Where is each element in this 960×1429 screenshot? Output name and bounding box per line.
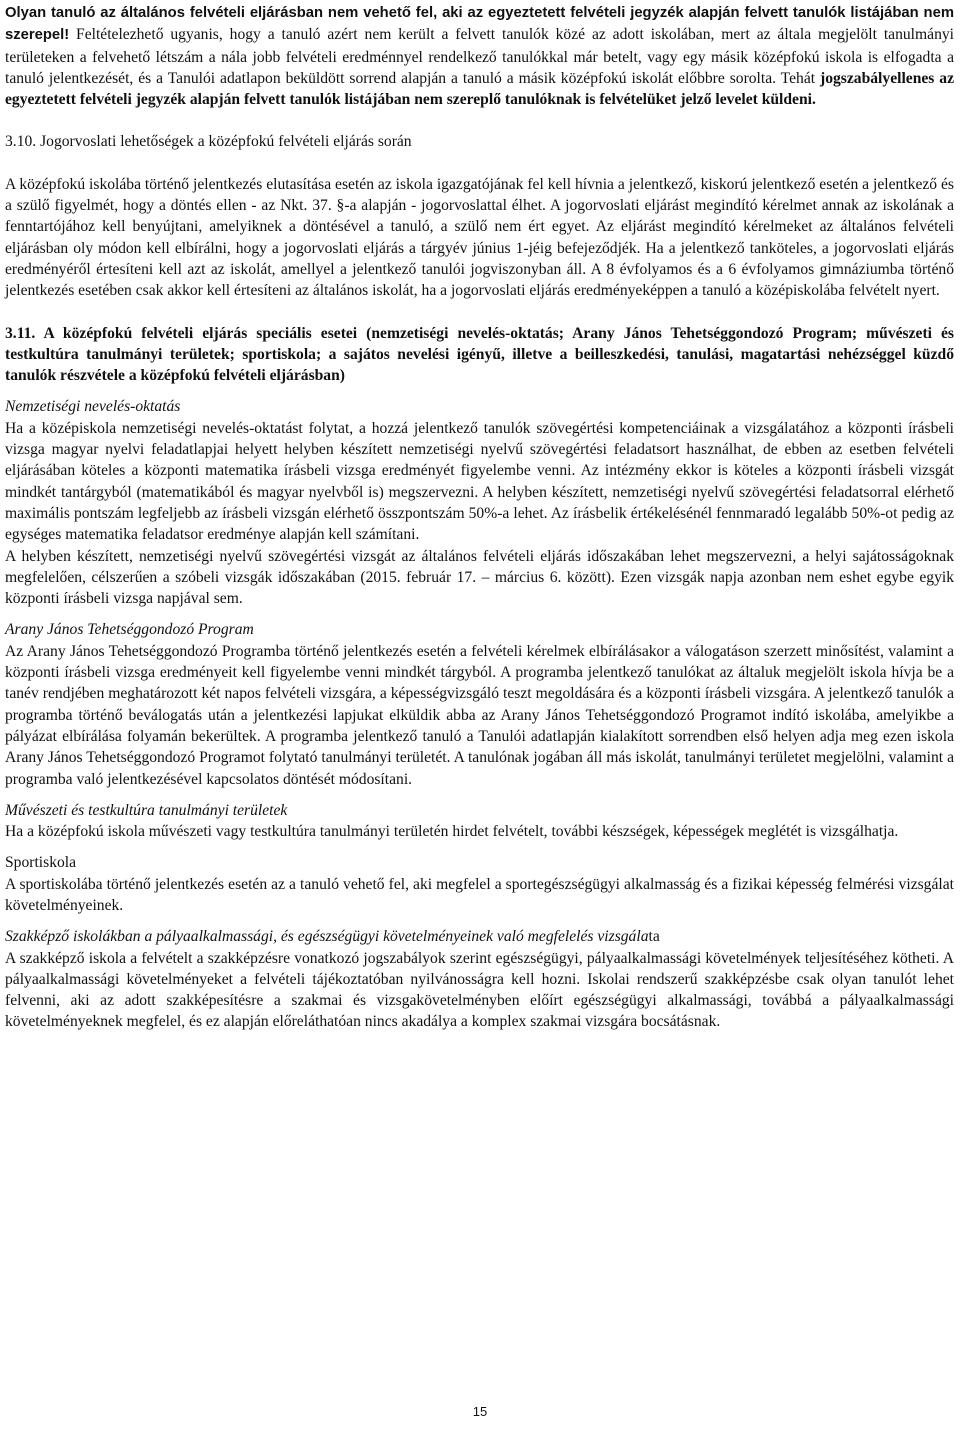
- spacer: [5, 916, 954, 926]
- sportiskola-paragraph: A sportiskolába történő jelentkezés esetén az a tanuló vehető fel, aki megfelel a sportegészségügyi alkalmasság és a fizikai képesség felmérési vizsgálat követelményeinek.: [5, 875, 954, 914]
- arany-janos-paragraph: Az Arany János Tehetséggondozó Programba történő jelentkezés esetén a felvételi kérelmek elbírálásakor a válogatáson szerzett minősítést, valamint a központi írásbeli vizsga eredményeit kell figyelembe venni mindkét tárgyból. A programba jelentkező tanulókat az általuk megjelölt iskola hívja be a tanév rendjében meghatározott két napos felvételi vizsgára, a képességvizsgáló teszt megoldására és a központi írásbeli vizsgára. A jelentkező tanulók a programba történő beválogatás után a jelentkezési lapjukat elküldik abba az Arany János Tehetséggondozó Programot indító iskolába, amelyikbe a pályázat elbírálása folyamán bekerültek. A programba jelentkező tanuló a Tanulói adatlapján kialakított sorrendben első helyen adja meg ezen iskola Arany János Tehetséggondozó Programot folytató tanulmányi területét. A tanulónak jogában áll más iskolát, tanulmányi területet megjelölni, valamint a programba való jelentkezésével kapcsolatos döntését módosítani.: [5, 642, 954, 788]
- szakkepzo-paragraph: A szakképző iskola a felvételt a szakképzésre vonatkozó jogszabályok szerint egészségügyi, pályaalkalmassági követelmények teljesítéséhez kötheti. A pályaalkalmassági követelményeket a felvételi tájékoztatóban nyilvánosságra kell hozni. Iskolai rendszerű szakképzésbe csak olyan tanulót lehet felvenni, aki az adott szakképesítésre a szakmai és vizsgakövetelményben előírt egészségügyi alkalmassági, továbbá a pályaalkalmassági követelményeknek megfelel, és ez alapján előreláthatóan nincs akadálya a komplex szakmai vizsgára bocsátásnak.: [5, 949, 954, 1031]
- section-3-11-heading: 3.11. A középfokú felvételi eljárás speciális esetei (nemzetiségi nevelés-oktatás; Arany János Tehetséggondozó Program; művészeti és testkultúra tanulmányi területek; sportiskola; a sajátos nevelési igényű, illetve a beilleszkedési, tanulási, magatartási nehézséggel küzdő tanulók részvétele a középfokú felvételi eljárásban): [5, 324, 954, 385]
- spacer: [5, 790, 954, 800]
- spacer: [5, 842, 954, 852]
- intro-bold-lead: Olyan tanuló az általános felvételi eljárásban nem vehető fel, aki az egyeztetett felvételi jegyzék alapján felvett tanulók listájában nem szerepel!: [5, 5, 954, 44]
- spacer: [5, 302, 954, 323]
- subheading-nemzetisegi: Nemzetiségi nevelés-oktatás: [5, 398, 181, 416]
- spacer: [5, 609, 954, 619]
- spacer: [5, 153, 954, 174]
- intro-paragraph: [5, 2, 954, 110]
- subheading-szakkepzo: [5, 926, 954, 947]
- nemzetisegi-paragraph-1: Ha a középiskola nemzetiségi nevelés-oktatást folytat, a hozzá jelentkező tanulók szövegértési kompetenciáinak a vizsgálatához a központi írásbeli vizsga magyar nyelvi feladatlapjai helyett helyben készített nemzetiségi nyelvű szövegértési feladatsort használhat, de ebben az esetben felvételi eljárásában köteles a központi matematika írásbeli vizsga eredményét figyelembe venni. Az intézmény ekkor is köteles a központi írásbeli vizsgát mindkét tantárgyból (matematikából és magyar nyelvből is) megszervezni. A helyben készített, nemzetiségi nyelvű szövegértési feladatsorral elérhető maximális pontszám legfeljebb az írásbeli vizsgán elérhető összpontszám 50%-a lehet. Az írásbelik értékelésénél fennmaradó legalább 50%-ot pedig az egységes matematika feladatsor eredménye alapján kell számítani.: [5, 419, 954, 544]
- nemzetisegi-paragraph-2: A helyben készített, nemzetiségi nyelvű szövegértési vizsgát az általános felvételi eljárás időszakában lehet megszervezni, a helyi sajátosságoknak megfelelően, célszerűen a szóbeli vizsgák időszakában (2015. február 17. – március 6. között). Ezen vizsgák napja azonban nem eshet egybe egyik központi írásbeli vizsga napjával sem.: [5, 547, 954, 608]
- spacer: [5, 110, 954, 131]
- subheading-muveszeti: Művészeti és testkultúra tanulmányi területek: [5, 801, 288, 819]
- subheading-arany-janos: Arany János Tehetséggondozó Program: [5, 621, 254, 639]
- spacer: [5, 386, 954, 396]
- intro-body-text: Feltételezhető ugyanis, hogy a tanuló azért nem került a felvett tanulók közé az adott iskolában, mert az általa megjelölt tanulmányi területeken a felvehető létszám a nála jobb felvételi eredménnyel rendelkező tanulókkal már betelt, vagy egy másik középfokú iskola is elfogadta a tanuló jelentkezését, és a Tanulói adatlapon beküldött sorrend alapján a tanuló a másik középfokú iskolát előbbre sorolta. Tehát: [5, 26, 954, 87]
- muveszeti-paragraph: Ha a középfokú iskola művészeti vagy testkultúra tanulmányi területén hirdet felvételt, további készségek, képességek meglétét is vizsgálhatja.: [5, 823, 899, 841]
- section-3-10-body: A középfokú iskolába történő jelentkezés elutasítása esetén az iskola igazgatójának fel kell hívnia a jelentkező, kiskorú jelentkező esetén a jelentkező és a szülő figyelmét, hogy a döntés ellen - az Nkt. 37. §-a alapján - jogorvoslattal élhet. A jogorvoslati eljárást megindító kérelmet annak az iskolának a fenntartójához kell benyújtani, amelyiknek a döntésével a tanuló, a szülő nem ért egyet. Az eljárást megindító kérelmeket az általános felvételi eljárásban oly módon kell elbírálni, hogy a jogorvoslati eljárás a tárgyév június 1-jéig befejeződjék. Ha a jelentkező tanköteles, a jogorvoslati eljárás eredményéről értesíteni kell azt az iskolát, amellyel a jelentkező tanulói jogviszonyban áll. A 8 évfolyamos és a 6 évfolyamos gimnáziumba történő jelentkezés esetében csak akkor kell értesíteni az általános iskolát, ha a jogorvoslati eljárás eredményeképpen a tanuló a középiskolába felvételt nyert.: [5, 175, 954, 300]
- szakkepzo-title-tail: ta: [648, 928, 660, 946]
- szakkepzo-title-italic: Szakképző iskolákban a pályaalkalmassági, és egészségügyi követelményeinek való megfelelés vizsgála: [5, 928, 649, 946]
- subheading-sportiskola: Sportiskola: [5, 854, 77, 872]
- section-3-10-heading: 3.10. Jogorvoslati lehetőségek a középfokú felvételi eljárás során: [5, 133, 412, 151]
- page-number: 15: [472, 1404, 488, 1419]
- intro-bold-tail: jogszabályellenes az egyeztetett felvételi jegyzék alapján felvett tanulók listájában nem szereplő tanulóknak is felvételüket jelző levelet küldeni.: [5, 69, 954, 109]
- document-body: [5, 2, 954, 1033]
